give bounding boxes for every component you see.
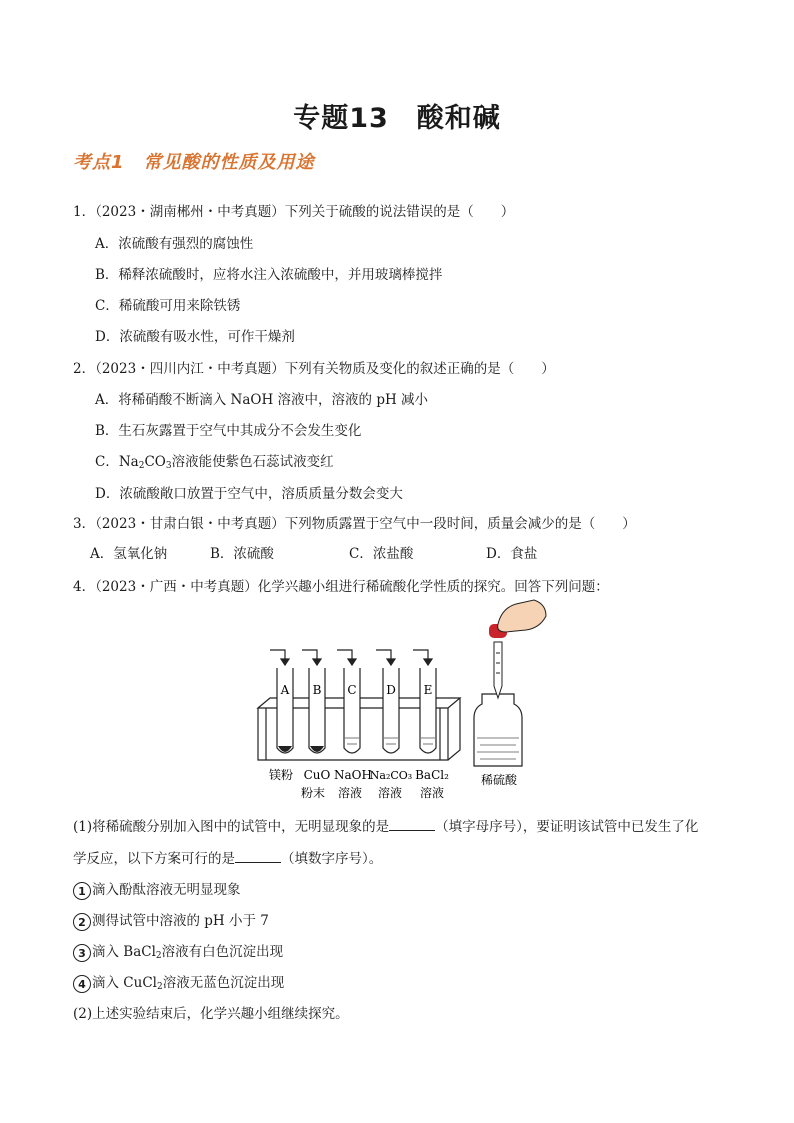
q1-option-a: A．浓硫酸有强烈的腐蚀性 — [95, 236, 254, 252]
question-3-stem: 3．（2023・甘肃白银・中考真题）下列物质露置于空气中一段时间，质量会减少的是（ ） — [73, 516, 636, 532]
bottle-label: 稀硫酸 — [480, 773, 518, 787]
q2-option-b: B．生石灰露置于空气中其成分不会发生变化 — [95, 423, 362, 439]
label-naoh: NaOH — [334, 768, 372, 782]
label-solution-c: 溶液 — [337, 786, 363, 800]
question-2-stem: 2．（2023・四川内江・中考真题）下列有关物质及变化的叙述正确的是（ ） — [73, 361, 555, 377]
tube-letter-e: E — [423, 683, 433, 697]
choice-3: 3 滴入 BaCl$_2$溶液有白色沉淀出现 — [73, 940, 283, 962]
test-tube-c — [344, 668, 360, 753]
q2-option-a: A．将稀硝酸不断滴入 NaOH 溶液中，溶液的 pH 减小 — [95, 392, 429, 408]
label-bacl2: BaCl₂ — [415, 768, 449, 782]
q1-option-b: B．稀释浓硫酸时，应将水注入浓硫酸中，并用玻璃棒搅拌 — [95, 267, 443, 283]
choice-1: 1 滴入酚酞溶液无明显现象 — [73, 878, 241, 900]
part-1-line-1: (1)将稀硫酸分别加入图中的试管中，无明显现象的是 （填字母序号），要证明该试管中已发生了化 — [73, 819, 699, 835]
test-tube-e — [420, 668, 436, 753]
label-magnesium: 镁粉 — [268, 768, 294, 782]
label-powder: 粉末 — [300, 786, 326, 800]
page-title: 专题13 酸和碱 — [293, 103, 501, 134]
q2-option-c: C．$Na_2CO_3$溶液能使紫色石蕊试液变红 — [95, 454, 334, 471]
circled-number-4: 4 — [73, 975, 91, 993]
test-tube-b — [309, 668, 325, 753]
answer-blank-2[interactable] — [235, 850, 281, 863]
label-cuo: CuO — [303, 768, 331, 782]
tube-letter-d: D — [386, 683, 396, 697]
q1-option-d: D．浓硫酸有吸水性，可作干燥剂 — [95, 329, 295, 345]
addition-arrows — [270, 650, 432, 665]
choice-4: 4 滴入 CuCl$_2$溶液无蓝色沉淀出现 — [73, 971, 284, 993]
part-1-line-2: 学反应，以下方案可行的是 （填数字序号）。 — [73, 851, 383, 867]
label-solution-d: 溶液 — [377, 786, 403, 800]
q3-option-c: C．浓盐酸 — [349, 546, 414, 562]
answer-blank-1[interactable] — [389, 818, 435, 831]
section-heading: 考点1 常见酸的性质及用途 — [73, 152, 315, 173]
q3-option-d: D．食盐 — [486, 546, 538, 562]
reagent-bottle — [474, 694, 522, 766]
q3-option-b: B．浓硫酸 — [210, 546, 274, 562]
label-solution-e: 溶液 — [419, 786, 445, 800]
circled-number-3: 3 — [73, 944, 91, 962]
circled-number-1: 1 — [73, 882, 91, 900]
circled-number-2: 2 — [73, 913, 91, 931]
experiment-figure — [240, 598, 560, 808]
tube-letter-b: B — [312, 683, 322, 697]
q1-option-c: C．稀硫酸可用来除铁锈 — [95, 298, 241, 314]
question-1-stem: 1．（2023・湖南郴州・中考真题）下列关于硫酸的说法错误的是（ ） — [73, 204, 515, 220]
tube-letter-a: A — [280, 683, 290, 697]
label-na2co3: Na₂CO₃ — [369, 769, 413, 782]
test-tube-d — [383, 668, 399, 753]
hand — [498, 600, 546, 632]
part-2: (2)上述实验结束后，化学兴趣小组继续探究。 — [73, 1006, 349, 1022]
q2-option-d: D．浓硫酸敞口放置于空气中，溶质质量分数会变大 — [95, 486, 403, 502]
choice-2: 2 测得试管中溶液的 pH 小于 7 — [73, 909, 269, 931]
test-tube-a — [277, 668, 293, 753]
tube-letter-c: C — [347, 683, 357, 697]
q3-option-a: A．氢氧化钠 — [90, 546, 168, 562]
question-4-stem: 4．（2023・广西・中考真题）化学兴趣小组进行稀硫酸化学性质的探究。回答下列问题： — [73, 579, 609, 595]
dropper — [494, 642, 502, 698]
